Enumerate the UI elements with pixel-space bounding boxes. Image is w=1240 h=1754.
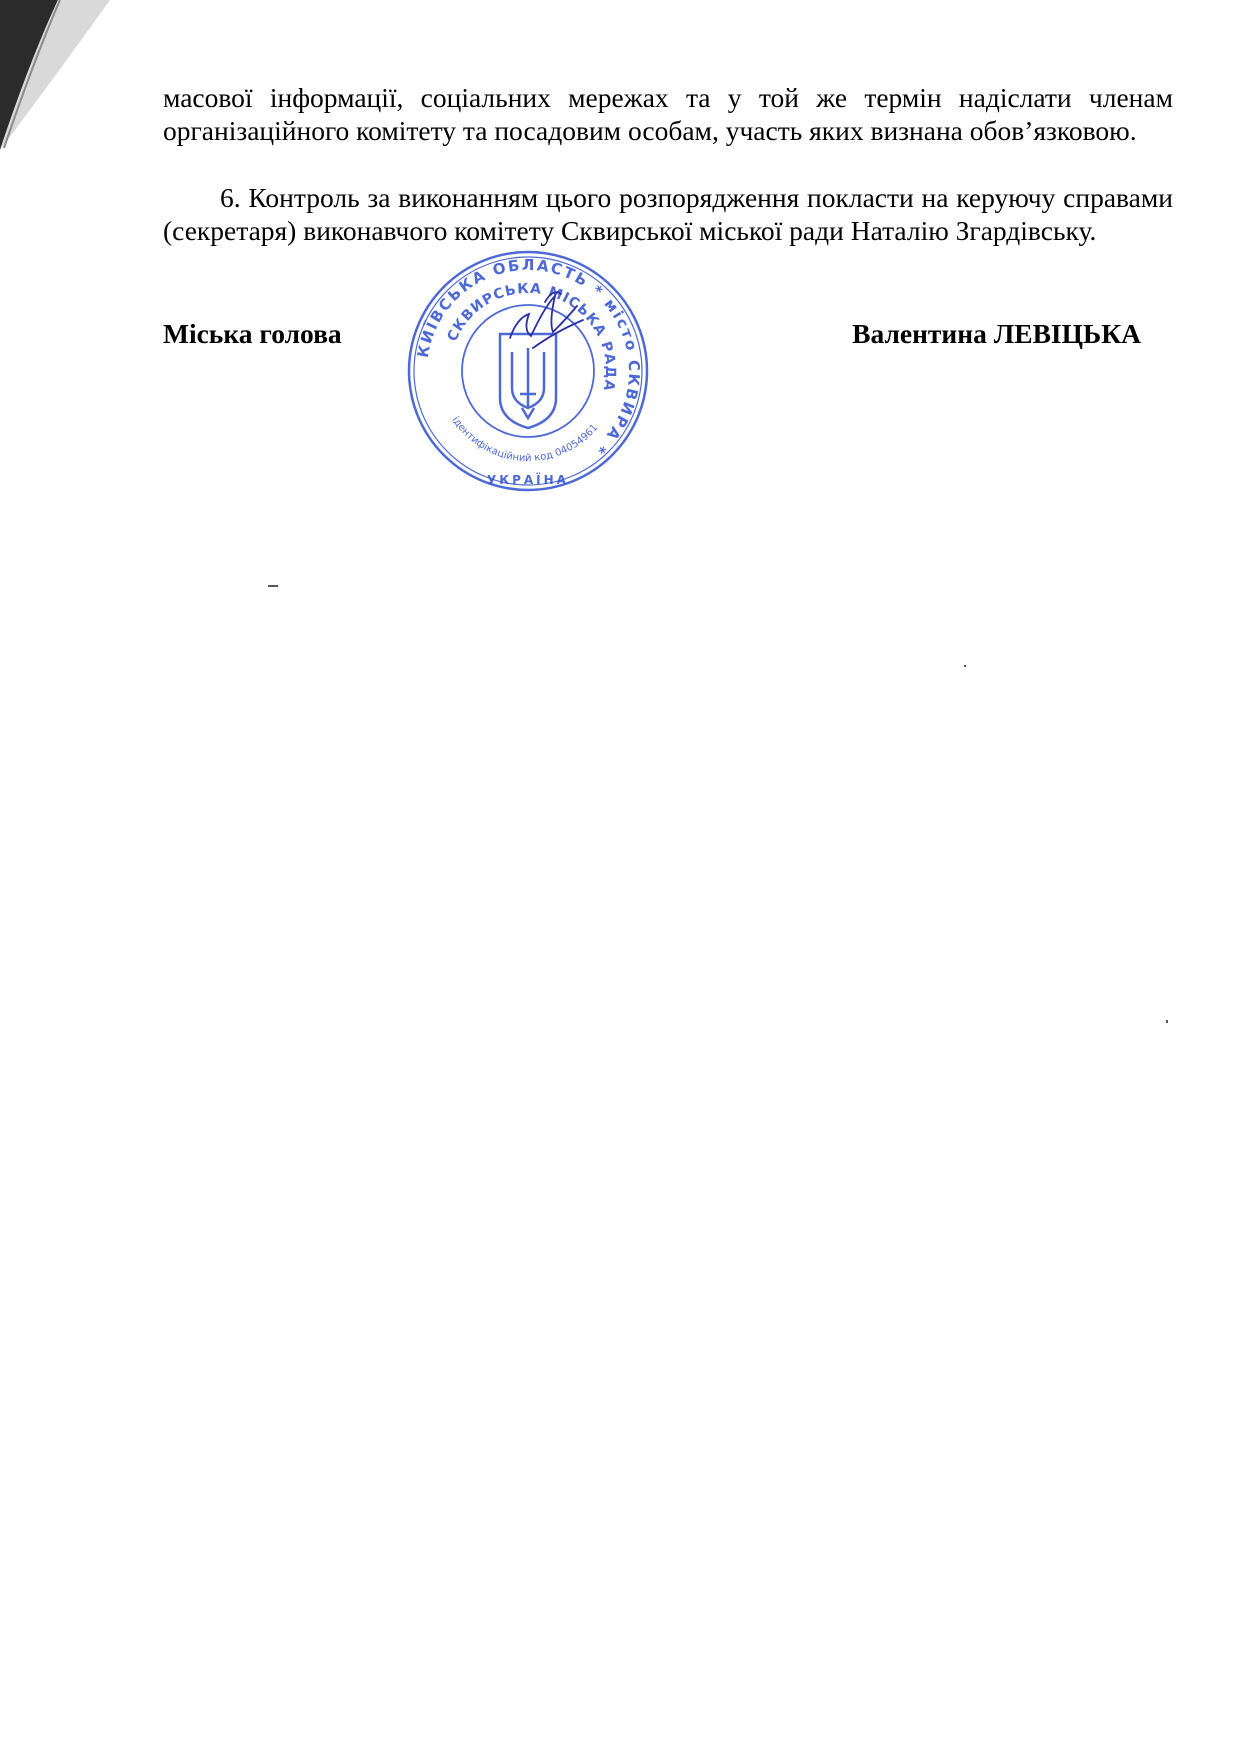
paragraph-continued-text: масової інформації, соціальних мережах та у той же термін надіслати членам організаційного комітету та посадовим особам, участь яких визнана обов’язковою. [163,82,1173,146]
signature-title: Міська голова [163,318,342,349]
paragraph-6 [163,182,1173,247]
scan-corner-fold [0,0,110,160]
coat-of-arms-icon [500,334,556,428]
stamp-id-code: ідентифікаційний код 04054961 [449,414,601,465]
scan-speck [268,585,278,587]
stamp-inner-text: СКВИРСЬКА МІСЬКА РАДА [444,280,619,393]
signature-name: Валентина ЛЕВІЦЬКА [852,318,1141,349]
svg-text:ідентифікаційний код 04054961 [449,414,600,464]
stamp-country: УКРАЇНА [487,473,569,487]
scan-speck [1166,1020,1168,1023]
official-stamp [405,248,651,494]
scan-speck [964,665,966,667]
stamp-outer-text: КИЇВСЬКА ОБЛАСТЬ * місто СКВИРА * [413,255,644,459]
paragraph-continued [163,82,1173,147]
paragraph-6-text: 6. Контроль за виконанням цього розпорядження покласти на керуючу справами (секретаря) виконавчого комітету Сквирської міської ради Наталію Згардівську. [163,182,1173,246]
